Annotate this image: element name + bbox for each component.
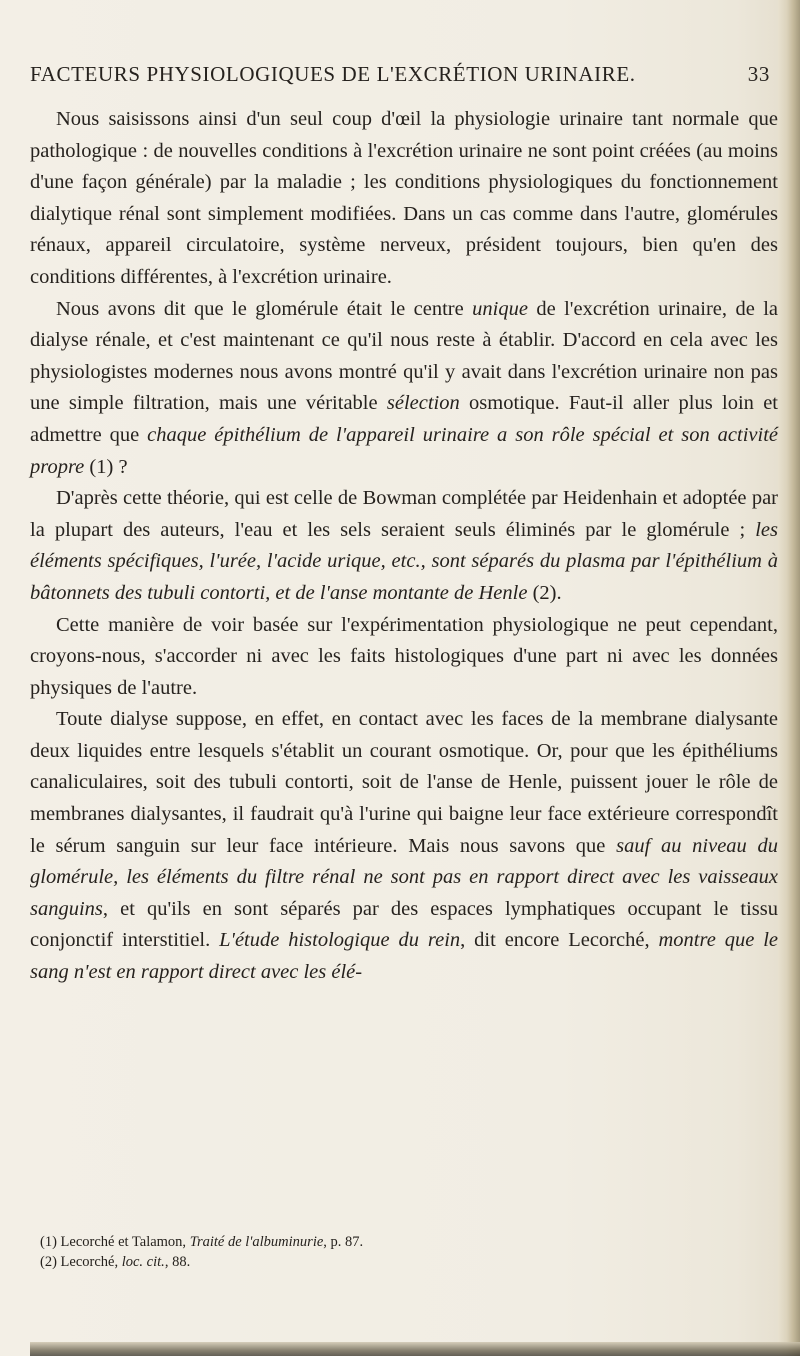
text-run: , et qu'ils en sont séparés par des espaces lymphatiques occupant le tissu conjonctif interstitiel. [30,897,778,952]
italic-text: chaque épithélium de l'appareil urinaire a son rôle spécial et son activité propre [30,423,778,478]
text-run: osmotique. Faut-il aller plus loin et admettre que [30,392,778,446]
text-run: de l'excrétion urinaire, de la dialyse rénale, et c'est maintenant ce qu'il nous reste à établir. D'accord en cela avec les physiologistes modernes nous avons montré qu'il y avait dans l'excrétion urinaire non pas une simple filtration, mais une véritable [30,297,778,415]
text-run: D'après cette théorie, qui est celle de Bowman complétée par Heidenhain et adoptée par la plupart des auteurs, l'eau et les sels seraient seuls éliminés par le glomérule ; [30,487,778,541]
paragraph [30,104,778,294]
text-run: Nous avons dit que le glomérule était le centre [56,297,473,320]
text-run: Cette manière de voir basée sur l'expérimentation physiologique ne peut cependant, croyons-nous, s'accorder ni avec les faits histologiques d'une part ni avec les données physiques de l'autre. [30,613,778,699]
running-header [30,62,770,87]
text-run: , 88. [164,1254,191,1270]
text-run: , dit encore Lecorché, [460,929,659,952]
italic-text: Traité de l'albuminurie [189,1234,324,1250]
italic-text: montre que le sang n'est en rapport direct avec les élé- [30,929,778,984]
footnote [40,1252,760,1272]
footnote [40,1232,760,1252]
page-bottom-edge [30,1342,800,1356]
page-gutter-shadow [778,0,800,1356]
page-number: 33 [747,62,770,86]
text-run: (1) Lecorché et Talamon, [40,1234,190,1250]
text-run: (2) Lecorché, [40,1254,122,1270]
italic-text: sauf au niveau du glomérule, les éléments du filtre rénal ne sont pas en rapport direct avec les vaisseaux sanguins [30,834,778,920]
italic-text: L'étude histologique du rein [219,929,461,952]
italic-text: loc. cit. [121,1254,165,1270]
paragraph [30,483,778,609]
italic-text: sélection [386,392,460,415]
italic-text: unique [472,297,528,320]
paragraph [30,294,778,484]
paragraph [30,610,778,705]
italic-text: les éléments spécifiques, l'urée, l'acide urique, etc., sont séparés du plasma par l'épithélium à bâtonnets des tubuli contorti, et de l'anse montante de Henle [30,518,778,604]
text-run: (1) ? [84,455,128,478]
text-run: Nous saisissons ainsi d'un seul coup d'œil la physiologie urinaire tant normale que pathologique : de nouvelles conditions à l'excrétion urinaire ne sont point créées (au moins d'une façon générale) par la maladie ; les conditions physiologiques du fonctionnement dialytique rénal sont simplement modifiées. Dans un cas comme dans l'autre, glomérules rénaux, appareil circulatoire, système nerveux, président toujours, bien qu'en des conditions différentes, à l'excrétion urinaire. [30,108,778,288]
text-run: (2). [527,581,562,604]
body-text [30,104,778,989]
footnotes [40,1232,760,1272]
paragraph [30,704,778,988]
text-run: , p. 87. [323,1234,364,1250]
running-title: FACTEURS PHYSIOLOGIQUES DE L'EXCRÉTION URINAIRE. [30,62,636,86]
text-run: Toute dialyse suppose, en effet, en contact avec les faces de la membrane dialysante deux liquides entre lesquels s'établit un courant osmotique. Or, pour que les épithéliums canaliculaires, soit des tubuli contorti, soit de l'anse de Henle, puissent jouer le rôle de membranes dialysantes, il faudrait qu'à l'urine qui baigne leur face extérieure correspondît le sérum sanguin sur leur face intérieure. Mais nous savons que [30,708,778,857]
